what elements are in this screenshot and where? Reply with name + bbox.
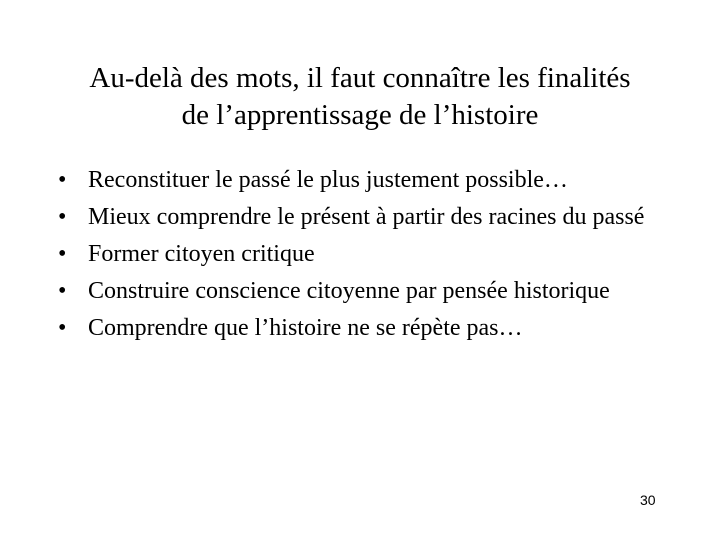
bullet-text: Mieux comprendre le présent à partir des racines du passé (88, 204, 645, 230)
bullet-item-former-citoyen (58, 239, 678, 269)
bullet-item-reconstituer (58, 165, 678, 195)
bullet-icon: • (58, 278, 67, 304)
bullet-text: Comprendre que l’histoire ne se répète pas… (88, 315, 523, 341)
bullet-icon: • (58, 167, 67, 193)
bullet-text: Construire conscience citoyenne par pensée historique (88, 278, 610, 304)
slide-title-line-1: Au-delà des mots, il faut connaître les finalités (89, 62, 631, 94)
bullet-icon: • (58, 315, 67, 341)
slide-title (40, 60, 680, 134)
bullet-icon: • (58, 204, 67, 230)
bullet-item-histoire-repete (58, 313, 678, 343)
bullet-text: Reconstituer le passé le plus justement possible… (88, 167, 568, 193)
bullet-list (58, 165, 678, 350)
page-number: 30 (640, 492, 656, 508)
slide-title-line-2: de l’apprentissage de l’histoire (181, 99, 539, 131)
bullet-item-comprendre-present (58, 202, 678, 232)
bullet-text: Former citoyen critique (88, 241, 315, 267)
bullet-item-construire-conscience (58, 276, 678, 306)
bullet-icon: • (58, 241, 67, 267)
